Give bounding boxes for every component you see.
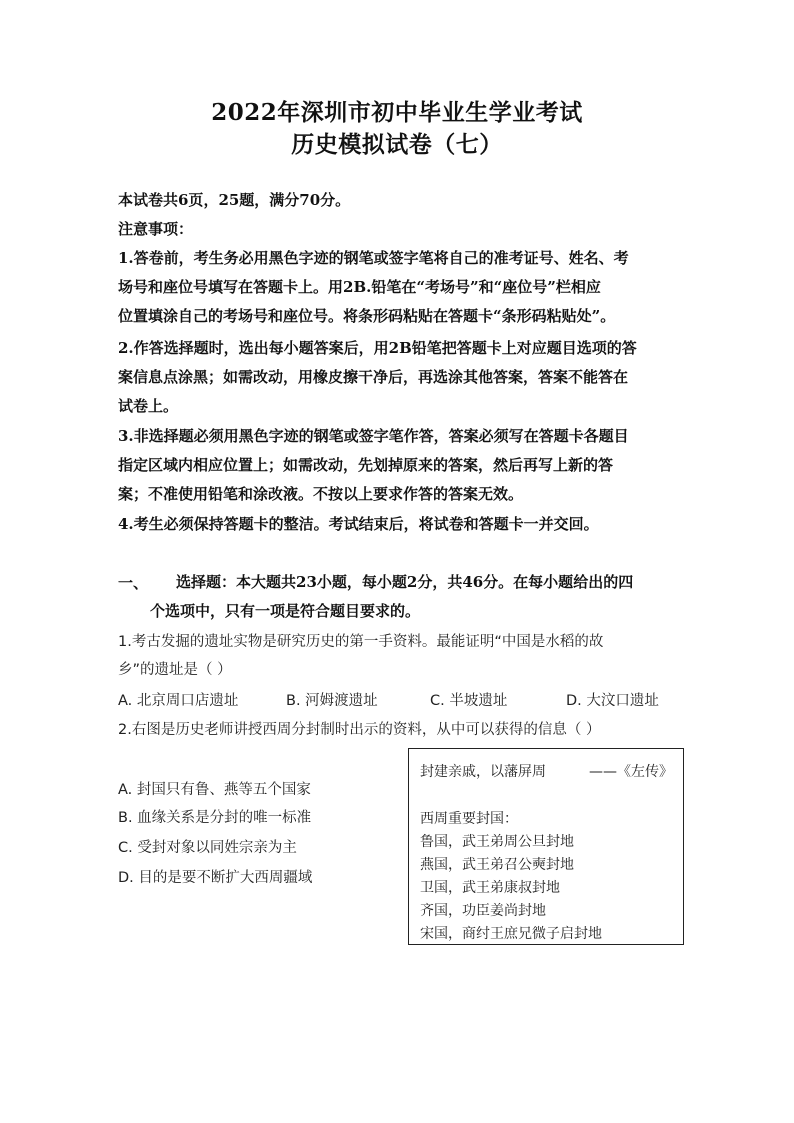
box-item: 燕国，武王弟召公奭封地 <box>420 857 574 873</box>
q1-stem: 1.考古发掘的遗址实物是研究历史的第一手资料。最能证明“中国是水稻的故 <box>118 634 604 650</box>
notice-line: 位置填涂自己的考场号和座位号。将条形码粘贴在答题卡“条形码粘贴处”。 <box>118 307 616 325</box>
notice-line: 4.考生必须保持答题卡的整洁。考试结束后，将试卷和答题卡一并交回。 <box>118 515 599 533</box>
notice-line: 3.非选择题必须用黑色字迹的钢笔或签字笔作答，答案必须写在答题卡各题目 <box>118 427 629 445</box>
q2-option-d: D. 目的是要不断扩大西周疆域 <box>118 870 313 886</box>
q1-option-c: C. 半坡遗址 <box>430 693 508 709</box>
q2-option-a: A. 封国只有鲁、燕等五个国家 <box>118 782 311 798</box>
notice-line: 指定区域内相应位置上；如需改动，先划掉原来的答案，然后再写上新的答 <box>118 456 614 474</box>
source-material-box <box>408 748 684 945</box>
notice-line: 案；不准使用铅笔和涂改液。不按以上要求作答的答案无效。 <box>118 485 524 503</box>
box-item: 齐国，功臣姜尚封地 <box>420 903 546 919</box>
notice-line: 2.作答选择题时，选出每小题答案后，用2B铅笔把答题卡上对应题目选项的答 <box>118 339 637 357</box>
exam-subtitle: 历史模拟试卷（七） <box>291 131 503 158</box>
box-heading: 西周重要封国： <box>420 811 518 827</box>
notice-heading: 注意事项： <box>118 220 194 238</box>
q1-option-b: B. 河姆渡遗址 <box>286 693 378 709</box>
notice-line: 案信息点涂黑；如需改动，用橡皮擦干净后，再选涂其他答案，答案不能答在 <box>118 368 629 386</box>
box-item: 宋国，商纣王庶兄微子启封地 <box>420 926 602 942</box>
box-item: 鲁国，武王弟周公旦封地 <box>420 834 574 850</box>
q2-option-c: C. 受封对象以同姓宗亲为主 <box>118 840 297 856</box>
q1-stem-cont: 乡”的遗址是（ ） <box>118 662 232 678</box>
section-heading-cont: 个选项中，只有一项是符合题目要求的。 <box>150 602 421 620</box>
notice-line: 场号和座位号填写在答题卡上。用2B.铅笔在“考场号”和“座位号”栏相应 <box>118 278 601 296</box>
exam-summary: 本试卷共6页，25题，满分70分。 <box>118 191 351 209</box>
q2-option-b: B. 血缘关系是分封的唯一标准 <box>118 810 312 826</box>
exam-title: 2022年深圳市初中毕业生学业考试 <box>211 99 583 126</box>
section-heading: 选择题：本大题共23小题，每小题2分，共46分。在每小题给出的四 <box>176 573 634 591</box>
notice-line: 试卷上。 <box>118 397 179 415</box>
q1-option-a: A. 北京周口店遗址 <box>118 693 239 709</box>
notice-line: 1.答卷前，考生务必用黑色字迹的钢笔或签字笔将自己的准考证号、姓名、考 <box>118 249 629 267</box>
box-quote: 封建亲戚，以藩屏周 <box>420 764 546 780</box>
box-item: 卫国，武王弟康叔封地 <box>420 880 560 896</box>
q1-option-d: D. 大汶口遗址 <box>566 693 659 709</box>
section-number: 一、 <box>118 574 149 592</box>
q2-stem: 2.右图是历史老师讲授西周分封制时出示的资料，从中可以获得的信息（ ） <box>118 722 601 738</box>
box-source: ——《左传》 <box>589 764 673 780</box>
